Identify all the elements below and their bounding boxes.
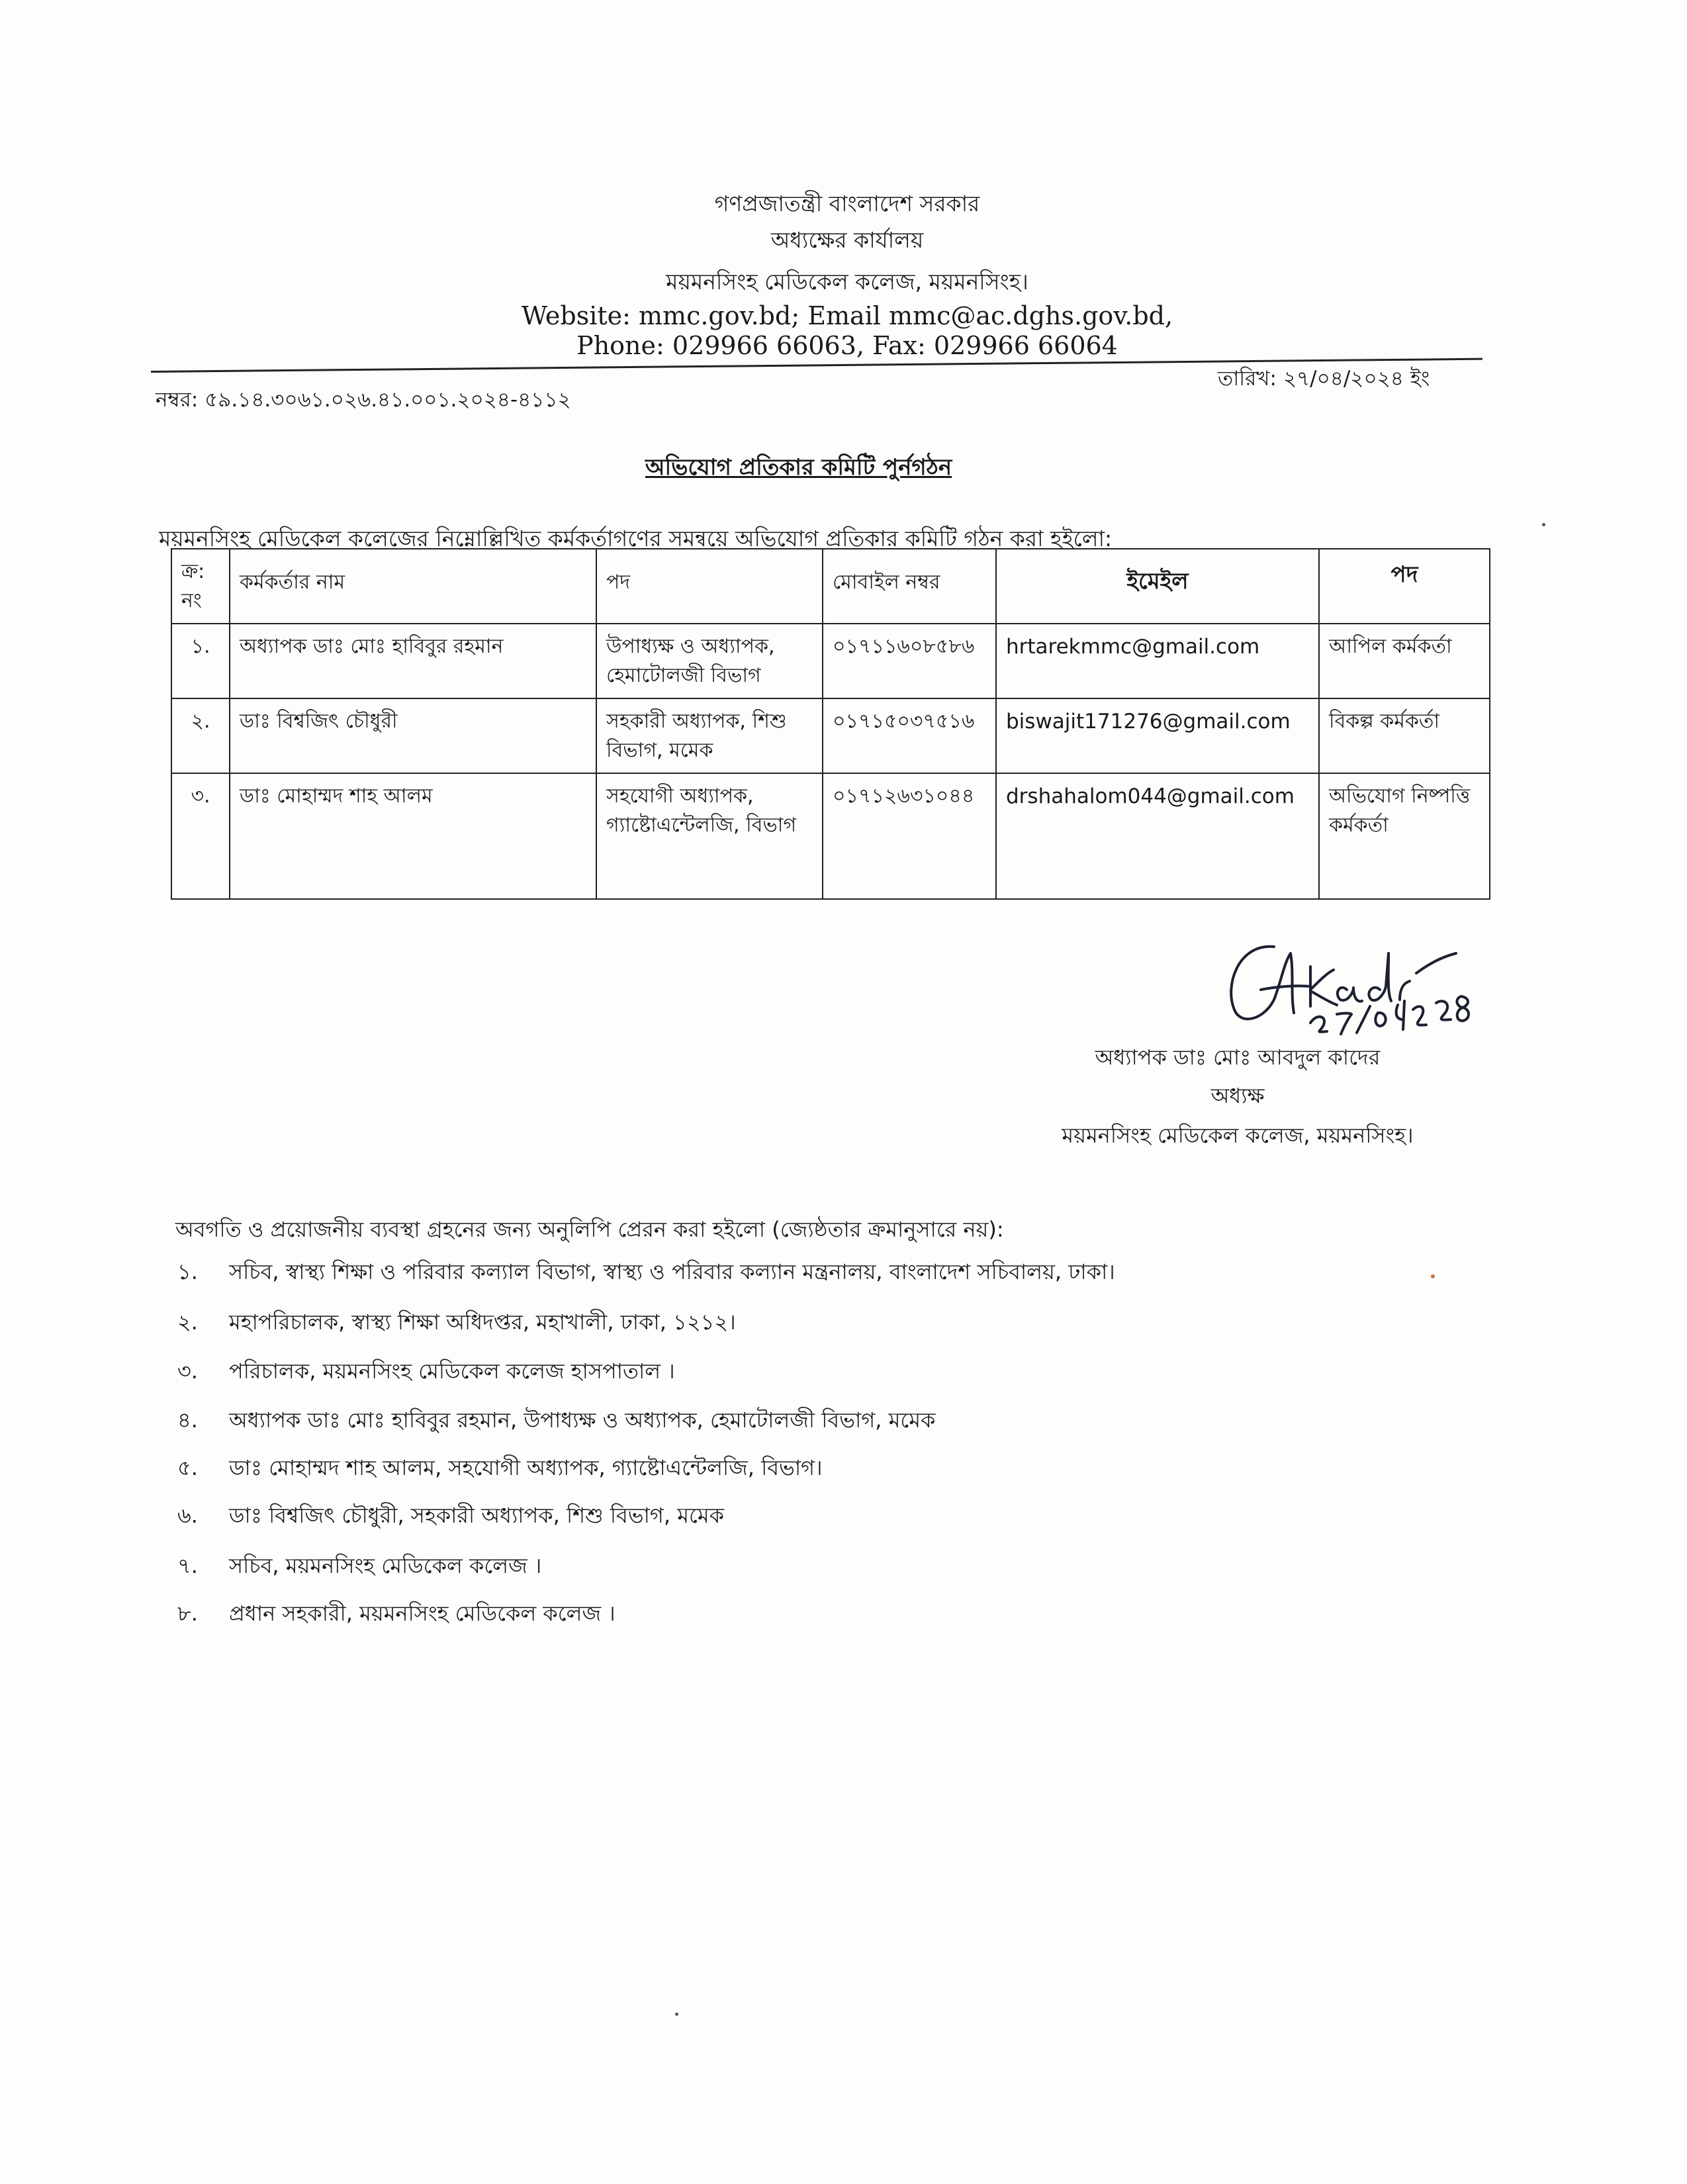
header-contact-line2: Phone: 029966 66063, Fax: 029966 66064 [576,331,1118,360]
scan-speck [675,2013,678,2016]
cell-mobile: ০১৭১১৬০৮৫৮৬ [823,624,996,698]
list-item-number: ৫. [177,1455,198,1480]
committee-intro: ময়মনসিংহ মেডিকেল কলেজের নিম্নোল্লিখিত কর্মকর্তাগণের সমন্বয়ে অভিযোগ প্রতিকার কমিটি গঠন করা হইলো: [159,526,1113,551]
memo-date: তারিখ: ২৭/০৪/২০২৪ ইং [1218,367,1430,391]
col-header-designation: পদ [596,549,823,624]
cell-name: ডাঃ বিশ্বজিৎ চৌধুরী [230,698,596,773]
list-item-number: ৩. [177,1358,198,1384]
header-government: গণপ্রজাতন্ত্রী বাংলাদেশ সরকার [714,191,980,216]
col-header-role: পদ [1319,549,1490,624]
list-item-text: পরিচালক, ময়মনসিংহ মেডিকেল কলেজ হাসপাতাল । [229,1358,675,1384]
list-item [177,1549,541,1585]
list-item-text: সচিব, ময়মনসিংহ মেডিকেল কলেজ । [229,1553,542,1578]
list-item [177,1306,736,1341]
handwritten-signature [1211,927,1529,1039]
col-header-name: কর্মকর্তার নাম [230,549,596,624]
copy-list-intro: অবগতি ও প্রয়োজনীয় ব্যবস্থা গ্রহনের জন্য অনুলিপি প্রেরন করা হইলো (জ্যেষ্ঠতার ক্রমানুসারে নয়): [175,1217,1004,1242]
header-office: অধ্যক্ষের কার্যালয় [770,227,924,253]
cell-serial: ১. [171,624,230,698]
signatory-designation: অধ্যক্ষ [1210,1083,1265,1108]
col-header-serial: ক্র: নং [171,549,230,624]
table-row [171,624,1490,698]
committee-table [171,548,1490,900]
cell-role: আপিল কর্মকর্তা [1319,624,1490,698]
cell-name: অধ্যাপক ডাঃ মোঃ হাবিবুর রহমান [230,624,596,698]
list-item [177,1451,823,1487]
header-contact-line1: Website: mmc.gov.bd; Email mmc@ac.dghs.gov.bd, [521,301,1173,330]
list-item-text: সচিব, স্বাস্থ্য শিক্ষা ও পরিবার কল্যাল বিভাগ, স্বাস্থ্য ও পরিবার কল্যান মন্ত্রনালয়, বাংলাদেশ সচিবালয়, ঢাকা। [229,1259,1115,1284]
list-item [177,1403,935,1439]
cell-name: ডাঃ মোহাম্মদ শাহ আলম [230,773,596,899]
memo-number: নম্বর: ৫৯.১৪.৩০৬১.০২৬.৪১.০০১.২০২৪-৪১১২ [156,388,571,412]
cell-email: biswajit171276@gmail.com [996,698,1319,773]
list-item-number: ৭. [177,1553,198,1578]
cell-role: বিকল্প কর্মকর্তা [1319,698,1490,773]
scan-speck [1431,1274,1435,1278]
list-item-text: ডাঃ মোহাম্মদ শাহ আলম, সহযোগী অধ্যাপক, গ্যাষ্টোএন্টেলজি, বিভাগ। [229,1455,823,1480]
cell-email: drshahalom044@gmail.com [996,773,1319,899]
list-item [177,1597,616,1633]
cell-serial: ২. [171,698,230,773]
list-item-number: ২. [177,1309,198,1335]
header-college: ময়মনসিংহ মেডিকেল কলেজ, ময়মনসিংহ। [666,269,1028,295]
col-header-mobile: মোবাইল নম্বর [823,549,996,624]
document-title: অভিযোগ প্রতিকার কমিটি পুর্নগঠন [645,454,952,481]
cell-designation: সহকারী অধ্যাপক, শিশু বিভাগ, মমেক [596,698,823,773]
signatory-institution: ময়মনসিংহ মেডিকেল কলেজ, ময়মনসিংহ। [1062,1123,1414,1148]
cell-mobile: ০১৭১৫০৩৭৫১৬ [823,698,996,773]
table-header-row [171,549,1490,624]
col-header-email: ইমেইল [996,549,1319,624]
cell-designation: সহযোগী অধ্যাপক, গ্যাষ্টোএন্টেলজি, বিভাগ [596,773,823,899]
list-item-text: অধ্যাপক ডাঃ মোঃ হাবিবুর রহমান, উপাধ্যক্ষ ও অধ্যাপক, হেমাটোলজী বিভাগ, মমেক [229,1407,936,1433]
cell-mobile: ০১৭১২৬৩১০৪৪ [823,773,996,899]
table-row [171,698,1490,773]
signatory-name: অধ্যাপক ডাঃ মোঃ আবদুল কাদের [1095,1045,1381,1070]
list-item-text: প্রধান সহকারী, ময়মনসিংহ মেডিকেল কলেজ । [229,1601,616,1626]
table-row [171,773,1490,899]
cell-role: অভিযোগ নিষ্পত্তি কর্মকর্তা [1319,773,1490,899]
list-item-text: ডাঃ বিশ্বজিৎ চৌধুরী, সহকারী অধ্যাপক, শিশু বিভাগ, মমেক [229,1503,725,1528]
list-item [177,1499,724,1535]
cell-email: hrtarekmmc@gmail.com [996,624,1319,698]
list-item [177,1255,1115,1291]
list-item-number: ৪. [177,1407,198,1433]
list-item-text: মহাপরিচালক, স্বাস্থ্য শিক্ষা অধিদপ্তর, মহাখালী, ঢাকা, ১২১২। [229,1309,736,1335]
scan-speck [1542,523,1545,526]
list-item-number: ৮. [177,1601,198,1626]
list-item-number: ৬. [177,1503,198,1528]
list-item [177,1354,675,1390]
cell-designation: উপাধ্যক্ষ ও অধ্যাপক, হেমাটোলজী বিভাগ [596,624,823,698]
cell-serial: ৩. [171,773,230,899]
list-item-number: ১. [177,1259,198,1284]
